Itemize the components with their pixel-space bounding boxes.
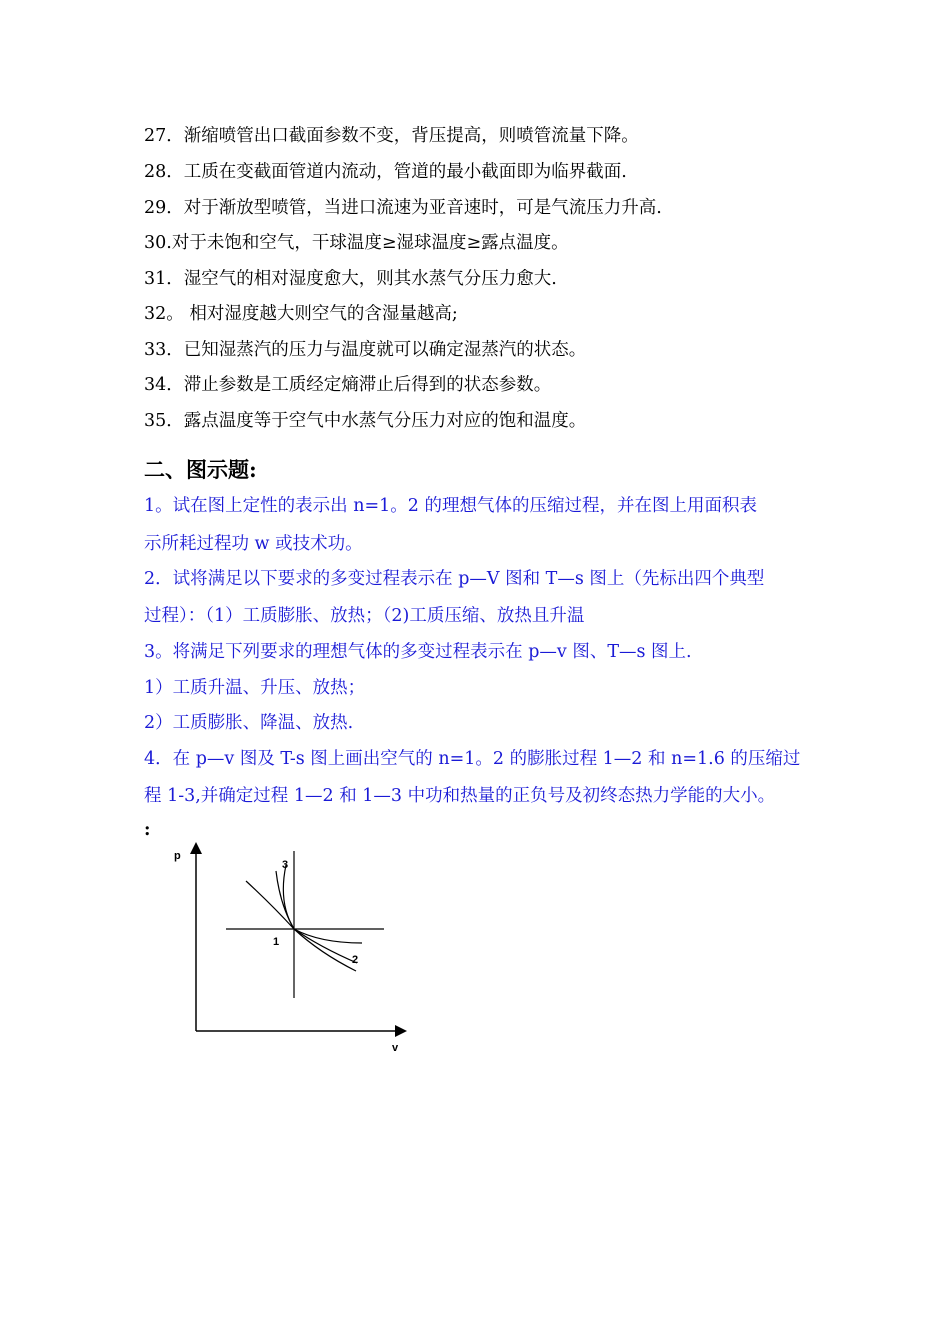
pv-diagram-svg [160,835,420,1060]
process-1-2-curve [294,929,357,963]
trailing-colon: : [144,820,151,840]
statement-32: 32。 相对湿度越大则空气的含湿量越高; [144,304,458,324]
pv-diagram [160,835,420,1060]
v-axis-label: v [392,1042,399,1054]
statement-30: 30.对于未饱和空气，干球温度≥湿球温度≥露点温度。 [144,233,569,253]
problem-1-line-2: 示所耗过程功 w 或技术功。 [144,534,363,554]
statement-35: 35．露点温度等于空气中水蒸气分压力对应的饱和温度。 [144,411,587,431]
state-3-label: 3 [282,859,289,871]
statement-28: 28．工质在变截面管道内流动，管道的最小截面即为临界截面. [144,162,627,182]
problem-4-line-2: 程 1-3,并确定过程 1—2 和 1—3 中功和热量的正负号及初终态热力学能的大小。 [144,786,776,806]
problem-2-line-2: 过程）：（1）工质膨胀、放热；（2)工质压缩、放热且升温 [144,606,585,626]
section-heading: 二、图示题: [144,457,257,482]
statement-31: 31．湿空气的相对湿度愈大，则其水蒸气分压力愈大. [144,269,557,289]
isotherm-curve [246,881,362,943]
p-axis-label: p [174,850,181,862]
state-1-label: 1 [273,936,280,948]
steep-curve [276,871,294,929]
statement-33: 33．已知湿蒸汽的压力与温度就可以确定湿蒸汽的状态。 [144,340,587,360]
statement-29: 29．对于渐放型喷管，当进口流速为亚音速时，可是气流压力升高. [144,198,662,218]
problem-1-line-1: 1。试在图上定性的表示出 n=1。2 的理想气体的压缩过程，并在图上用面积表 [144,496,757,516]
problem-3-line-1: 3。将满足下列要求的理想气体的多变过程表示在 p—v 图、T—s 图上. [144,642,692,662]
problem-3-line-3: 2）工质膨胀、降温、放热. [144,713,354,733]
problem-3-line-2: 1）工质升温、升压、放热； [144,678,366,698]
statement-27: 27．渐缩喷管出口截面参数不变，背压提高，则喷管流量下降。 [144,126,639,146]
problem-4-line-1: 4．在 p—v 图及 T-s 图上画出空气的 n=1。2 的膨胀过程 1—2 和 n=1.6 的压缩过 [144,749,801,769]
problem-2-line-1: 2．试将满足以下要求的多变过程表示在 p—V 图和 T—s 图上（先标出四个典型 [144,569,765,589]
statement-34: 34．滞止参数是工质经定熵滞止后得到的状态参数。 [144,375,552,395]
state-2-label: 2 [352,954,359,966]
